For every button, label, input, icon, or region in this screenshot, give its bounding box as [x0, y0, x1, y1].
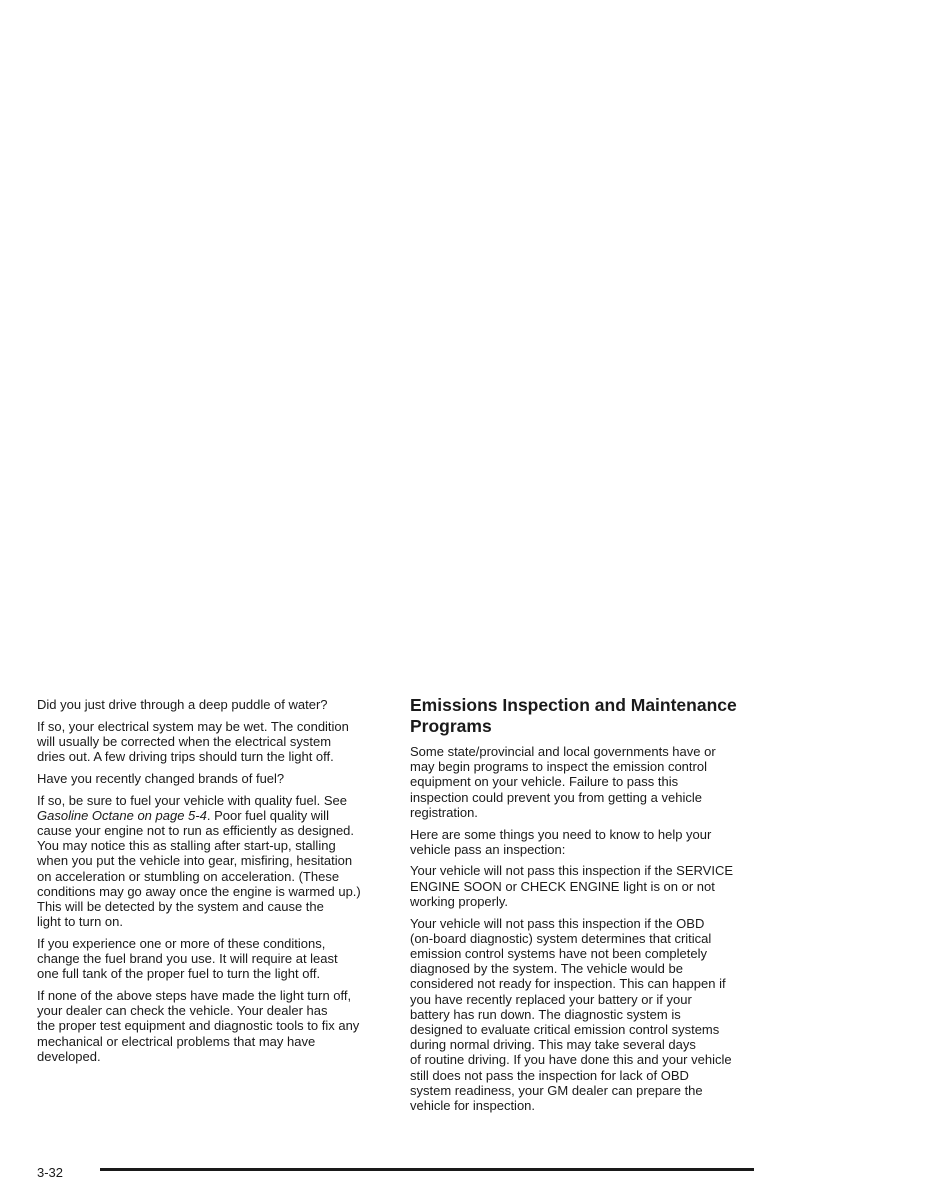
- text-line: designed to evaluate critical emission control systems: [410, 1021, 720, 1037]
- text-line: Did you just drive through a deep puddle of water?: [37, 697, 328, 712]
- text-line: developed.: [37, 1048, 101, 1064]
- text-line: You may notice this as stalling after start-up, stalling: [37, 838, 336, 854]
- text-line: considered not ready for inspection. This can happen if: [410, 976, 726, 992]
- text-line: working properly.: [410, 893, 509, 909]
- text-line: diagnosed by the system. The vehicle would be: [410, 961, 683, 977]
- text-line: one full tank of the proper fuel to turn the light off.: [37, 966, 321, 982]
- text-line: ENGINE SOON or CHECK ENGINE light is on or not: [410, 878, 715, 894]
- text-line: emission control systems have not been completely: [410, 945, 707, 961]
- text-fragment: . Poor fuel quality will: [206, 807, 329, 823]
- text-line: change the fuel brand you use. It will require at least: [37, 951, 338, 967]
- paragraph-inspection-programs: [410, 744, 760, 820]
- text-line: Here are some things you need to know to help your: [410, 826, 712, 842]
- paragraph-obd-readiness: [410, 916, 760, 1114]
- paragraph-change-fuel-brand: [37, 936, 384, 982]
- text-line: equipment on your vehicle. Failure to pass this: [410, 774, 679, 790]
- footer-rule: [100, 1168, 754, 1171]
- paragraph-electrical-wet: [37, 719, 384, 765]
- text-line: your dealer can check the vehicle. Your dealer has: [37, 1003, 328, 1019]
- section-heading: [410, 695, 760, 737]
- text-line: when you put the vehicle into gear, misfiring, hesitation: [37, 853, 353, 869]
- text-line: of routine driving. If you have done this and your vehicle: [410, 1052, 732, 1068]
- paragraph-fuel-question: [37, 771, 384, 786]
- paragraph-fuel-quality: [37, 793, 384, 930]
- right-column: [410, 695, 760, 1120]
- paragraph-things-to-know: [410, 827, 760, 857]
- heading-line: Programs: [410, 716, 492, 736]
- text-line: If so, your electrical system may be wet. The condition: [37, 718, 349, 734]
- text-line: Some state/provincial and local governments have or: [410, 744, 716, 759]
- text-line: Your vehicle will not pass this inspection if the SERVICE: [410, 863, 734, 879]
- text-line: on acceleration or stumbling on acceleration. (These: [37, 868, 340, 884]
- text-line: If none of the above steps have made the light turn off,: [37, 987, 352, 1003]
- page-number: 3-32: [37, 1165, 64, 1180]
- text-line: cause your engine not to run as efficiently as designed.: [37, 822, 355, 838]
- text-line: conditions may go away once the engine is warmed up.): [37, 883, 361, 899]
- text-line: you have recently replaced your battery or if your: [410, 991, 692, 1007]
- paragraph-warning-light: [410, 863, 760, 909]
- text-line: Have you recently changed brands of fuel?: [37, 770, 285, 786]
- text-line: system readiness, your GM dealer can prepare the: [410, 1082, 703, 1098]
- text-line: still does not pass the inspection for lack of OBD: [410, 1067, 689, 1083]
- text-line: dries out. A few driving trips should turn the light off.: [37, 749, 334, 765]
- text-line: If so, be sure to fuel your vehicle with quality fuel. See: [37, 792, 348, 808]
- cross-reference-link[interactable]: Gasoline Octane on page 5-4: [37, 807, 207, 823]
- text-line: mechanical or electrical problems that may have: [37, 1033, 316, 1049]
- text-line: the proper test equipment and diagnostic tools to fix any: [37, 1018, 360, 1034]
- text-line: vehicle for inspection.: [410, 1097, 536, 1113]
- heading-line: Emissions Inspection and Maintenance: [410, 695, 737, 715]
- text-line: registration.: [410, 804, 478, 820]
- text-line: during normal driving. This may take several days: [410, 1037, 696, 1053]
- text-line: vehicle pass an inspection:: [410, 841, 566, 857]
- text-line: inspection could prevent you from getting a vehicle: [410, 789, 702, 805]
- paragraph-see-dealer: [37, 988, 384, 1064]
- text-line: [37, 808, 384, 823]
- text-line: light to turn on.: [37, 914, 123, 930]
- text-line: will usually be corrected when the electrical system: [37, 733, 332, 749]
- text-line: may begin programs to inspect the emission control: [410, 759, 707, 775]
- paragraph-puddle-question: [37, 697, 384, 712]
- text-line: This will be detected by the system and cause the: [37, 898, 324, 914]
- left-column: [37, 697, 384, 1070]
- text-line: battery has run down. The diagnostic system is: [410, 1006, 681, 1022]
- text-line: If you experience one or more of these conditions,: [37, 935, 326, 951]
- text-line: Your vehicle will not pass this inspection if the OBD: [410, 915, 705, 931]
- text-line: (on-board diagnostic) system determines that critical: [410, 930, 712, 946]
